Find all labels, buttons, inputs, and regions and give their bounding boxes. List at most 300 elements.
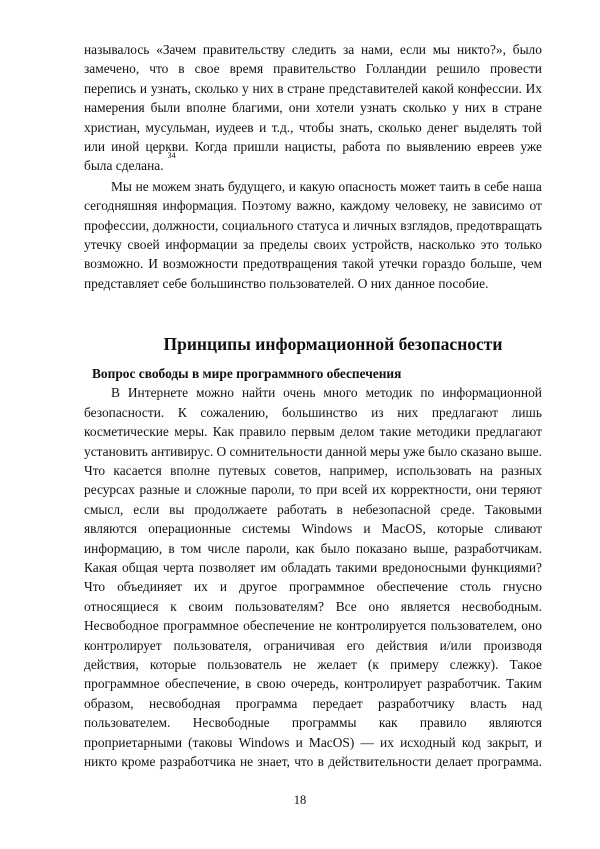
word: данной [325, 443, 367, 459]
word: пределы [259, 236, 308, 252]
word: знает, [257, 753, 290, 769]
word: несвободная [148, 695, 221, 711]
word: К [177, 404, 187, 420]
word: знать [194, 178, 225, 194]
word: было [320, 540, 350, 556]
text-line [84, 655, 542, 674]
paragraph-1 [84, 40, 542, 176]
word: евреев [477, 138, 515, 154]
word: пароли, [251, 482, 295, 498]
word: они [475, 482, 497, 498]
word: функциями? [471, 560, 542, 575]
word: благими, [232, 100, 283, 116]
word: такими [335, 560, 378, 575]
word: пользователем, [430, 618, 517, 634]
word: меры [369, 443, 400, 459]
word: Windows [301, 521, 353, 537]
word: действительности [328, 753, 432, 769]
word: — [360, 734, 374, 750]
word: методик [365, 385, 413, 401]
word: какую [299, 178, 335, 194]
word: и [139, 80, 148, 96]
word: возможности [162, 256, 239, 272]
page-number: 18 [293, 793, 307, 807]
word: будущего, [228, 178, 286, 194]
word: уже [403, 443, 425, 459]
word: предлагают [431, 404, 499, 420]
text-line [84, 422, 542, 441]
word: сколько [378, 119, 422, 135]
word: церкви. [145, 138, 189, 154]
word: можем [152, 178, 191, 194]
word: безопасности. [84, 404, 165, 420]
word: советов, [274, 463, 322, 479]
word: важно, [296, 198, 336, 214]
word: такой [342, 256, 374, 272]
word: чем [520, 256, 542, 272]
word: себе [484, 178, 509, 194]
word: утечку [84, 236, 122, 252]
word: и/или [439, 637, 472, 653]
word: они [288, 100, 310, 116]
word: предотвращать [456, 217, 542, 233]
word: делом [340, 424, 375, 440]
word: по [386, 138, 401, 154]
word: оно [368, 598, 390, 614]
word: человеку, [395, 198, 449, 214]
text-line [84, 177, 542, 196]
word: разработчикам. [454, 540, 542, 556]
word: мусульман, [145, 119, 211, 135]
word: пользователям? [234, 598, 324, 614]
word: сожалению, [200, 404, 269, 420]
word: у [241, 80, 249, 96]
word: кроме [121, 753, 156, 769]
word: обладать [280, 560, 332, 575]
word: и [184, 482, 192, 498]
word: них [252, 80, 274, 96]
word: программа [235, 695, 298, 711]
word: позволяет [198, 560, 256, 575]
text-line [84, 59, 542, 78]
word: являются [84, 521, 138, 537]
text-line [84, 40, 542, 59]
word: предлагают [475, 424, 542, 440]
word: в [317, 753, 324, 769]
word: пароли, [246, 540, 290, 556]
word: первым [291, 424, 335, 440]
word: в [336, 501, 343, 517]
word: больше, [470, 256, 516, 272]
word: правило [239, 424, 286, 440]
text-line [84, 636, 542, 655]
word: касается [113, 463, 162, 479]
word: оно [521, 618, 542, 634]
text-line-content: была сделана. [84, 158, 164, 174]
footnote-reference[interactable]: 34 [167, 151, 176, 161]
word: Как [212, 424, 234, 440]
word: не [453, 198, 467, 214]
word: никто [84, 753, 118, 769]
word: было [512, 42, 542, 57]
word: при [316, 482, 338, 498]
word: каждому [340, 198, 390, 214]
word: гнусно [502, 579, 542, 595]
word: Мы [111, 178, 132, 194]
word: объединяет [117, 579, 183, 595]
word: является [400, 598, 451, 614]
word: являются [488, 715, 542, 731]
text-line [84, 752, 542, 771]
word: что [294, 753, 314, 769]
word: можно [196, 385, 234, 401]
word: разработчик. [427, 676, 501, 692]
word: своей [127, 236, 160, 252]
text-line [84, 196, 542, 215]
word: конфессии. [457, 80, 522, 96]
word: работать [277, 501, 327, 517]
paragraph-3 [84, 383, 542, 771]
word: это [480, 236, 499, 252]
word: например, [329, 463, 388, 479]
word: чтобы [298, 119, 334, 135]
word: в [474, 178, 481, 194]
document-page [84, 40, 542, 771]
word: другое [239, 579, 278, 595]
word: Голландии [365, 61, 427, 77]
word: программа. [477, 753, 542, 769]
word: разные [139, 482, 180, 498]
word: свое [194, 61, 220, 77]
word: или [84, 138, 106, 154]
word: может [400, 178, 436, 194]
word: если [133, 501, 160, 517]
word: столь [459, 579, 491, 595]
word: контролирует [84, 637, 162, 653]
word: не [239, 753, 254, 769]
word: обеспечение [376, 579, 448, 595]
word: иудеев [215, 119, 254, 135]
word: числе [207, 540, 240, 556]
word: и [259, 119, 267, 135]
word: сказано [460, 443, 504, 459]
text-line [84, 118, 542, 137]
text-line [84, 597, 542, 616]
word: следить [291, 42, 337, 57]
word: иной [111, 138, 140, 154]
word: которые [149, 656, 197, 672]
word: образом, [84, 695, 134, 711]
word: от [529, 198, 542, 214]
word: и [342, 217, 350, 233]
text-line [84, 403, 542, 422]
text-line [84, 274, 542, 293]
word: замечено, [84, 61, 140, 77]
text-line [84, 519, 542, 538]
word: своих [313, 236, 347, 252]
word: программы [291, 715, 357, 731]
text-line [84, 151, 542, 175]
word: передает [312, 695, 363, 711]
word: правило [419, 715, 467, 731]
word: никто?», [456, 42, 506, 57]
word: за [243, 236, 255, 252]
word: большинство [281, 404, 358, 420]
word: том [180, 540, 202, 556]
word: должности, [152, 217, 219, 233]
word: информацию, [84, 540, 163, 556]
word: исходный [400, 734, 456, 750]
word: код [461, 734, 481, 750]
word: операционные [148, 521, 231, 537]
word: выявлению [406, 138, 471, 154]
word: были [150, 100, 181, 116]
word: желает [317, 656, 357, 672]
word: разработчика [159, 753, 236, 769]
word: информации [165, 236, 238, 252]
word: как [378, 715, 398, 731]
text-line [84, 442, 542, 461]
word: решило [436, 61, 480, 77]
word: какой [421, 80, 454, 96]
word: не [135, 178, 149, 194]
word: среде. [440, 501, 475, 517]
word: представителей [328, 80, 419, 96]
word: выделять [464, 119, 517, 135]
word: программное [289, 579, 365, 595]
word: корректности, [390, 482, 472, 498]
word: Все [335, 598, 357, 614]
word: нацисты, [284, 138, 337, 154]
word: (таковы [188, 734, 233, 750]
word: обеспечение, [164, 676, 240, 692]
word: информация. [162, 198, 237, 214]
word: слежку). [449, 656, 499, 672]
word: разработчику [378, 695, 455, 711]
word: программное [163, 618, 239, 634]
word: своим [188, 598, 224, 614]
word: Интернете [127, 385, 189, 401]
word: вполне [186, 100, 227, 116]
word: антивирус. [151, 443, 214, 459]
word: не [293, 656, 307, 672]
text-line [84, 694, 542, 713]
word: в [168, 540, 175, 556]
word: и [534, 734, 542, 750]
word: и [363, 521, 371, 537]
word: в [491, 100, 499, 116]
word: информационной [442, 385, 542, 401]
text-line [84, 674, 542, 693]
word: обеспечение [243, 618, 315, 634]
word: его [346, 637, 365, 653]
word: в [178, 61, 185, 77]
word: черта [162, 560, 194, 575]
word: по [420, 385, 435, 401]
word: и [219, 579, 228, 595]
word: сколько [402, 100, 447, 116]
word: в [277, 80, 284, 96]
word: Поэтому [241, 198, 292, 214]
word: Windows [238, 734, 290, 750]
word: установить [84, 443, 148, 459]
word: контролируется [336, 618, 427, 634]
text-line [84, 480, 542, 499]
word: таить [439, 178, 471, 194]
word: узнать [360, 100, 397, 116]
word: за [342, 42, 355, 57]
word: действия [376, 637, 428, 653]
word: Их [525, 80, 542, 96]
word: христиан, [84, 119, 140, 135]
word: из [371, 404, 384, 420]
word: что [149, 61, 169, 77]
word: сегодняшняя [84, 198, 158, 214]
paragraph-2 [84, 177, 542, 293]
word: у [452, 100, 459, 116]
word: косметические [84, 424, 169, 440]
word: очень [283, 385, 316, 401]
word: выше. [507, 443, 542, 459]
word: лишь [511, 404, 542, 420]
word: намерения [84, 100, 145, 116]
word: денег [427, 119, 459, 135]
word: выше, [413, 540, 449, 556]
word: опасность [338, 178, 397, 194]
word: небезопасной [352, 501, 431, 517]
word: (к [367, 656, 379, 672]
word: зависимо [471, 198, 525, 214]
word: стране [504, 100, 542, 116]
word: не [318, 618, 332, 634]
word: теряют [501, 482, 542, 498]
word: было [428, 443, 458, 459]
word: правительству [202, 42, 286, 57]
word: И [148, 256, 158, 272]
word: пользователя, [173, 637, 252, 653]
word: вредоносными [382, 560, 467, 575]
word: и [288, 178, 296, 194]
word: профессии, [84, 217, 150, 233]
word: Такое [509, 656, 542, 672]
word: пользователем. [84, 715, 171, 731]
word: социального [221, 217, 294, 233]
word: закрыт, [486, 734, 529, 750]
word: много [323, 385, 358, 401]
word: сливают [494, 521, 542, 537]
word: Несвободные [192, 715, 270, 731]
text-line [84, 254, 542, 273]
word: и [295, 734, 303, 750]
word: вполне [170, 463, 210, 479]
word: контролирует [344, 676, 422, 692]
word: ограничивая [263, 637, 335, 653]
word: знать, [339, 119, 373, 135]
word: MacOS) [308, 734, 355, 750]
section-heading: Принципы информационной безопасности [163, 334, 503, 355]
word: уже [520, 138, 542, 154]
word: Что [84, 463, 106, 479]
word: меры. [174, 424, 208, 440]
word: узнать, [150, 80, 191, 96]
word: в [245, 676, 252, 692]
text-line [84, 713, 542, 732]
word: предотвращения [242, 256, 338, 272]
word: взглядов, [400, 217, 453, 233]
word: Таким [505, 676, 542, 692]
word: О [216, 443, 227, 459]
word: наша [512, 178, 542, 194]
word: найти [241, 385, 276, 401]
word: насколько [418, 236, 476, 252]
word: использовать [396, 463, 472, 479]
word: MacOS, [381, 521, 426, 537]
word: которые [436, 521, 484, 537]
word: на [479, 463, 493, 479]
word: проприетарными [84, 734, 182, 750]
word: пользователь [207, 656, 283, 672]
word: правительство [273, 61, 356, 77]
word: власть [470, 695, 507, 711]
word: как [295, 540, 315, 556]
word: примеру [390, 656, 439, 672]
word: сложные [196, 482, 247, 498]
word: пришли [233, 138, 279, 154]
word: ресурсах [84, 482, 135, 498]
text-line [84, 79, 542, 98]
word: возможно. [84, 256, 144, 272]
word: их [372, 482, 386, 498]
word: им [260, 560, 276, 575]
word: Что [84, 579, 106, 595]
word: Несвободное [84, 618, 159, 634]
word: вы [169, 501, 185, 517]
word: сколько [194, 80, 239, 96]
word: личных [353, 217, 397, 233]
word: Какая [84, 560, 118, 575]
word: смысл, [84, 501, 124, 517]
word: всей [342, 482, 368, 498]
word: утечки [378, 256, 418, 272]
word: статуса [297, 217, 340, 233]
word: Когда [194, 138, 228, 154]
text-line [84, 577, 542, 596]
word: продолжаете [194, 501, 268, 517]
word: общая [122, 560, 158, 575]
word: очередь, [290, 676, 339, 692]
word: работа [342, 138, 381, 154]
text-line [84, 235, 542, 254]
word: такие [379, 424, 412, 440]
word: свою [256, 676, 286, 692]
text-line-content: представляет себе большинство пользователей. О них данное пособие. [84, 275, 489, 291]
word: путевых [218, 463, 266, 479]
text-line [84, 461, 542, 480]
word: стране [287, 80, 326, 96]
word: если [399, 42, 426, 57]
text-line [84, 539, 542, 558]
word: действия, [84, 656, 139, 672]
word: провести [489, 61, 542, 77]
subsection-heading: Вопрос свободы в мире программного обеспечения [92, 366, 402, 382]
text-line [84, 383, 542, 402]
text-line [84, 216, 542, 235]
word: только [504, 236, 542, 252]
word: то [299, 482, 312, 498]
word: показано [355, 540, 408, 556]
word: программное [84, 676, 160, 692]
text-line [84, 137, 542, 156]
